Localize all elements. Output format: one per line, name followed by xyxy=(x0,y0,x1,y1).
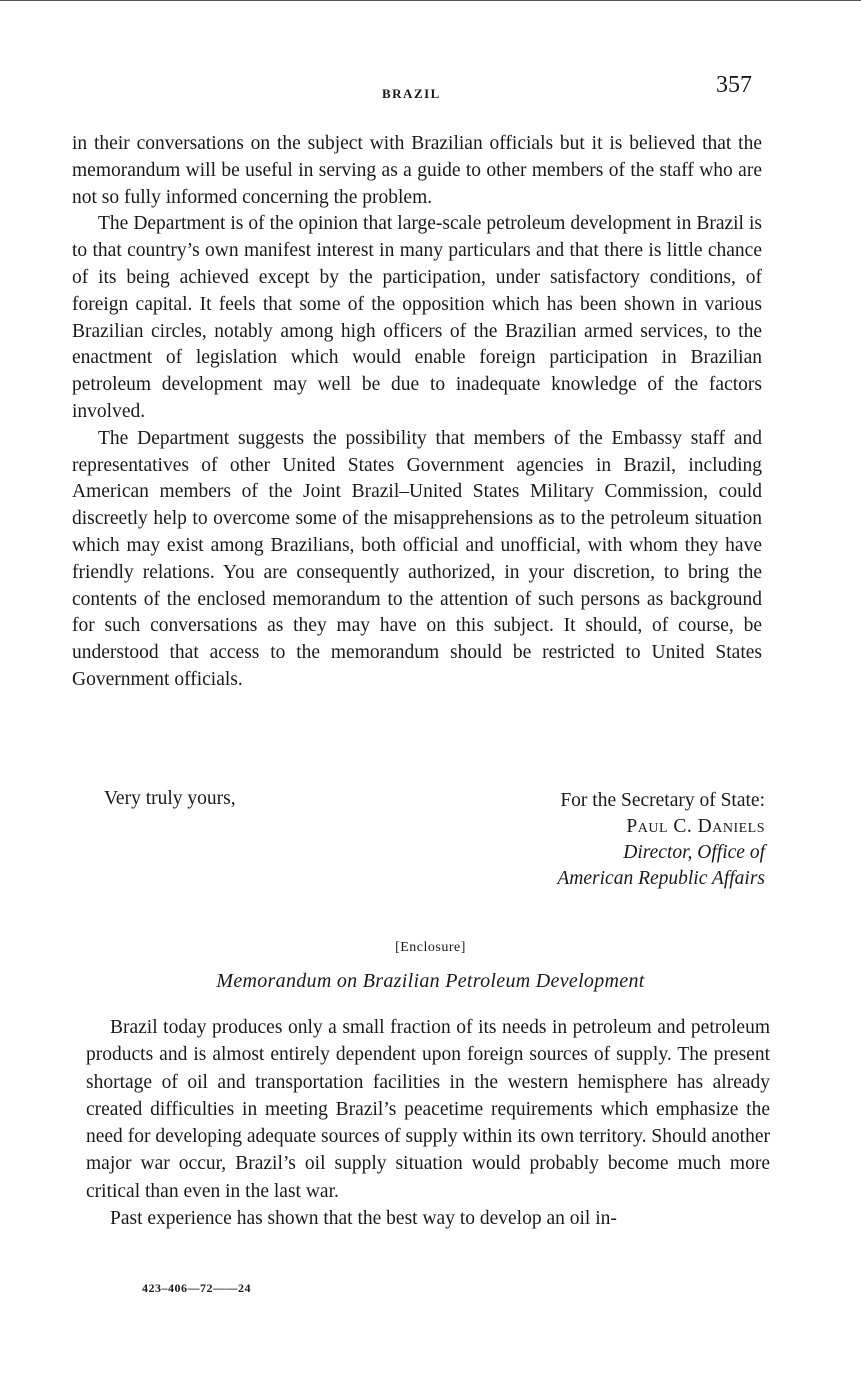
top-rule xyxy=(0,0,861,1)
running-head: BRAZIL xyxy=(382,86,441,101)
page-number: 357 xyxy=(716,72,752,98)
letter-paragraph-3: The Department suggests the possibility that members of the Embassy staff and representatives of other United States Government agencies in Brazil, including American members of the Joint Brazil–United States Military Commission, could discreetly help to overcome some of the misapprehensions as to the petroleum situation which may exist among Brazilians, both official and unofficial, with whom they have friendly relations. You are consequently authorized, in your discretion, to bring the contents of the enclosed memorandum to the attention of such persons as background for such conversations as they may have on this subject. It should, of course, be understood that access to the memorandum should be restricted to United States Government officials. xyxy=(72,427,762,690)
signature-title-2: American Republic Affairs xyxy=(557,868,765,889)
letter-paragraph-2: The Department is of the opinion that large-scale petroleum development in Brazil is to that country’s own manifest interest in many particulars and that there is little chance of its being achieved except by the participation, under satisfactory conditions, of foreign capital. It feels that some of the opposition which has been shown in various Brazilian circles, notably among high officers of the Brazilian armed services, to the enactment of legislation which would enable foreign participation in Brazilian petroleum development may well be due to inadequate knowledge of the factors involved. xyxy=(72,213,762,422)
letter-body xyxy=(72,131,762,694)
printer-code: 423–406—72——24 xyxy=(142,1281,251,1295)
memorandum-body xyxy=(86,1014,770,1232)
signature-title-1: Director, Office of xyxy=(623,842,765,863)
memorandum-paragraph-1: Brazil today produces only a small fraction of its needs in petroleum and petroleum products and is almost entirely dependent upon foreign sources of supply. The present shortage of oil and transportation facilities in the western hemisphere has already created difficulties in meeting Brazil’s peacetime requirements which emphasize the need for developing adequate sources of supply within its own territory. Should another major war occur, Brazil’s oil supply situation would probably become much more critical than even in the last war. xyxy=(86,1017,770,1202)
signature-block xyxy=(557,788,765,892)
signature-for-line: For the Secretary of State: xyxy=(560,790,765,811)
memorandum-title: Memorandum on Brazilian Petroleum Development xyxy=(216,970,645,992)
letter-paragraph-1: in their conversations on the subject with Brazilian officials but it is believed that the memorandum will be useful in serving as a guide to other members of the staff who are not so fully informed concerning the problem. xyxy=(72,133,762,208)
letter-closing: Very truly yours, xyxy=(104,788,236,809)
signature-name: Paul C. Daniels xyxy=(626,816,765,837)
memorandum-paragraph-2: Past experience has shown that the best way to develop an oil in- xyxy=(110,1208,617,1230)
enclosure-label: [Enclosure] xyxy=(395,940,466,955)
